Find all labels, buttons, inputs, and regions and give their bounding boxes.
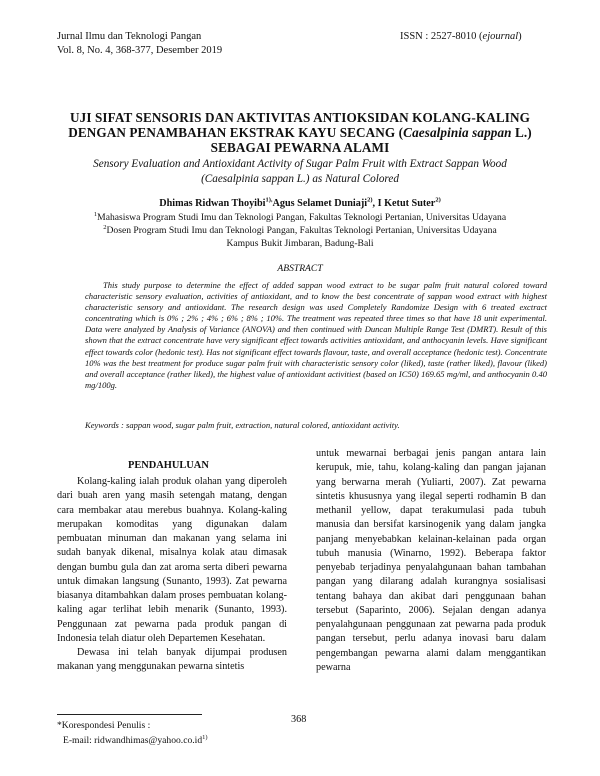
left-paragraph-1: Kolang-kaling ialah produk olahan yang diperoleh dari buah aren yang masih setengah matang, dengan cara membakar atau merebus buahnya. Kolang-kaling merupakan komoditas yang digunakan dalam pembuatan minuman dan makanan yang selama ini sudah banyak dikenal, misalnya kolak atau dimasak dengan bumbu gula dan zat aroma serta diberi pewarna untuk dimakan langsung (Sunanto, 1993). Zat pewarna biasanya ditambahkan dalam proses pembuatan kolang-kaling agar terlihat lebih menarik (Sunanto, 1993). Penggunaan zat pewarna pada produk pangan di Indonesia telah diatur oleh Departemen Kesehatan.	[57, 476, 287, 644]
affiliation-2	[30, 225, 570, 238]
left-paragraph-2: Dewasa ini telah banyak dijumpai produsen makanan yang menggunakan pewarna sintetis	[57, 647, 287, 673]
issn	[400, 30, 522, 44]
issn-prefix: ISSN : 2527-8010 (	[400, 31, 483, 42]
affiliation-1	[30, 212, 570, 225]
title-line-2-end: L.)	[511, 125, 532, 140]
title-line-1: UJI SIFAT SENSORIS DAN AKTIVITAS ANTIOKSIDAN KOLANG-KALING	[70, 110, 530, 125]
journal-volume: Vol. 8, No. 4, 368-377, Desember 2019	[57, 45, 223, 56]
footnote-email-sup: 1)	[202, 733, 208, 741]
author-2-sup: 2)	[367, 196, 373, 204]
affiliation-2-text: Dosen Program Studi Imu dan Teknologi Pangan, Fakultas Teknologi Pertanian, Universitas Udayana	[106, 225, 497, 236]
subtitle-line-2: (Caesalpinia sappan L.) as Natural Colored	[201, 173, 399, 185]
left-column	[57, 475, 287, 675]
authors	[30, 198, 570, 209]
author-2: Agus Selamet Duniaji	[272, 198, 368, 209]
subtitle-line-1: Sensory Evaluation and Antioxidant Activity of Sugar Palm Fruit with Extract Sappan Wood	[93, 158, 507, 170]
title-line-2-text: DENGAN PENAMBAHAN EKSTRAK KAYU SECANG (	[68, 125, 404, 140]
issn-edition: ejournal	[482, 31, 519, 42]
author-1-sup: 1),	[265, 196, 273, 204]
title-line-3: SEBAGAI PEWARNA ALAMI	[210, 140, 390, 155]
affiliation-2-sup: 2	[103, 223, 107, 231]
affiliation-3: Kampus Bukit Jimbaran, Badung-Bali	[226, 238, 374, 249]
affiliation-1-text: Mahasiswa Program Studi Imu dan Teknologi Pangan, Fakultas Teknologi Pertanian, Universitas Udayana	[97, 212, 507, 223]
abstract-text: This study purpose to determine the effect of added sappan wood extract to be sugar palm fruit natural colored toward characteristic sensory evaluation, activities of antioxidant, and to know the best concentrate of sappan wood extract with highest characteristic sensory and antioxidant. The research design was used Completely Randomize Design with 6 treated exctract concentrating which is 0% ; 2% ; 4% ; 6% ; 8% ; 10%. The treatment was repeated three times so that have 18 unit experimental. Data were analyzed by Analysis of Variance (ANOVA) and then continued with Duncan Multiple Range Test (DMRT). Result of this shown that the extract concentrate have very significant effect towards activities antioxidant, and anthocyanin levels. Have significant effect towards color (hedonic test). Has not significant effect towards flavour, taste, and overall acceptance (hedonic test). Concentrate 10% was the best treatment for produce sugar palm fruit with characteristic sensory color (liked), taste (rather liked), flavour (liked) and overall acceptance (rather liked), the highest value of antioxidant activitiest (based on IC50) 169.65 mg/ml, and anthocyanin 0.40 mg/100g.	[85, 280, 547, 390]
title-line-2	[30, 125, 570, 140]
right-column	[316, 447, 546, 675]
footnote-email-text: E-mail: ridwandhimas@yahoo.co.id	[63, 735, 203, 746]
author-3: , I Ketut Suter	[372, 198, 436, 209]
page-number: 368	[291, 714, 307, 725]
title-species: Caesalpinia sappan	[403, 125, 512, 140]
author-1: Dhimas Ridwan Thoyibi	[159, 198, 266, 209]
footnote-label: *Korespondesi Penulis :	[57, 720, 151, 731]
footnote-divider	[57, 714, 202, 715]
section-heading: PENDAHULUAN	[128, 460, 209, 471]
affiliation-1-sup: 1	[93, 210, 98, 218]
issn-suffix: )	[518, 31, 522, 42]
footnote-email	[63, 734, 208, 748]
keywords: Keywords : sappan wood, sugar palm fruit, extraction, natural colored, antioxidant activity.	[85, 420, 400, 430]
abstract-heading: ABSTRACT	[277, 263, 323, 274]
right-paragraph-1: untuk mewarnai berbagai jenis pangan antara lain kerupuk, mie, tahu, kolang-kaling dan pangan jajanan yang berwarna merah (Yuliarti, 2007). Zat pewarna sintetis khususnya yang ilegal seperti rodhamin B dan methanil yellow, dapat terakumulasi pada tubuh manusia dan bersifat karsinogenik yang dalam jangka panjang menyebabkan kelainan-kelainan pada organ tubuh manusia (Winarno, 1992). Beberapa faktor penyebab terjadinya penyalahgunaan bahan tambahan pangan yang dilarang adalah kurangnya sosialisasi tentang bahaya dan akibat dari penggunaan bahan tersebut (Saparinto, 2006). Sejalan dengan adanya penyalahgunaan penggunaan zat pewarna pada produk pangan tersebut, perlu adanya inovasi baru dalam pengembangan pewarna alami dalam menggantikan pewarna	[316, 448, 546, 673]
author-3-sup: 2)	[435, 196, 441, 204]
journal-name: Jurnal Ilmu dan Teknologi Pangan	[57, 31, 202, 42]
